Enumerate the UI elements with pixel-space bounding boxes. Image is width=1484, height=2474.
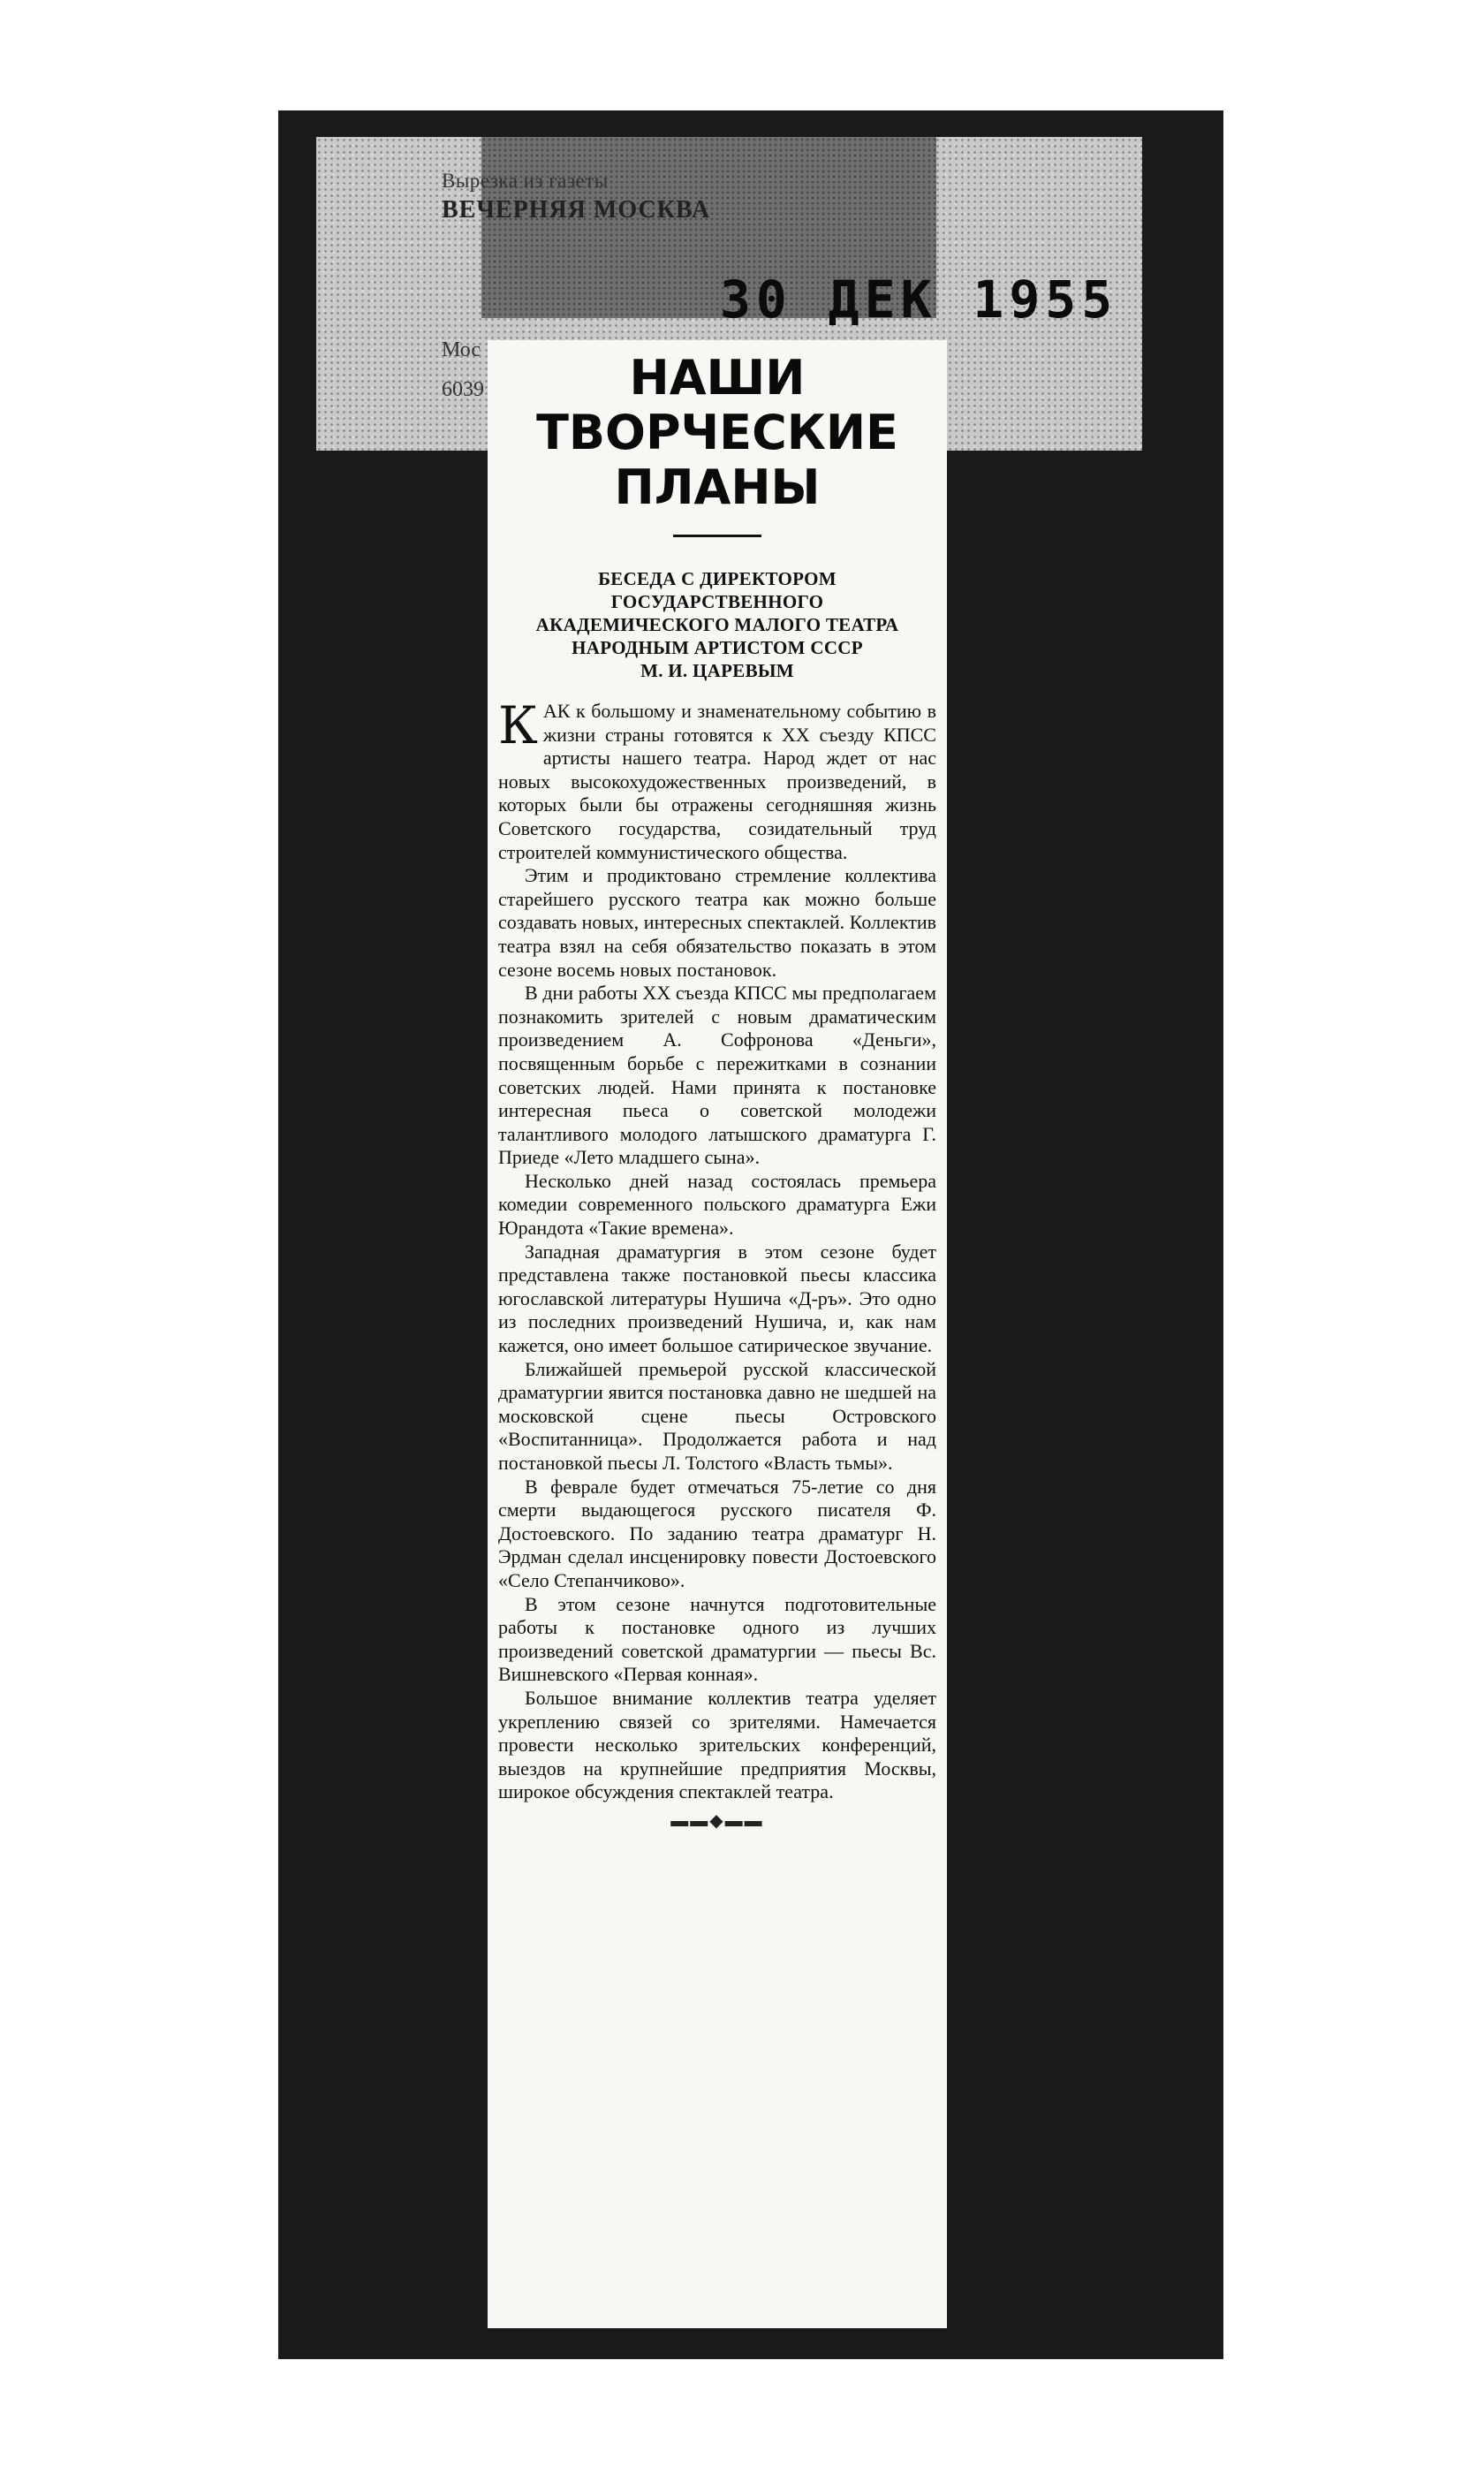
article-paragraph: В дни работы XX съезда КПСС мы предполагаем познакомить зрителей с новым драматическим произведением А. Софронова «Деньги», посвященным борьбе с пережитками в сознании советских людей. Нами принята к постановке интересная пьеса о советской молодежи талантливого молодого латышского драматурга Г. Приеде «Лето младшего сына». xyxy=(498,982,936,1169)
article-subtitle xyxy=(498,567,936,682)
article-paragraph: В феврале будет отмечаться 75-летие со дня смерти выдающегося русского писателя Ф. Достоевского. По заданию театра драматург Н. Эрдман сделал инсценировку повести Достоевского «Село Степанчиково». xyxy=(498,1475,936,1591)
article-paragraph: Несколько дней назад состоялась премьера комедии современного польского драматурга Ежи Юрандота «Такие времена». xyxy=(498,1169,936,1240)
article-body xyxy=(498,695,936,1804)
slip-edge-number: 6039 xyxy=(442,378,484,401)
subtitle-line: БЕСЕДА С ДИРЕКТОРОМ xyxy=(598,568,837,589)
slip-edge-text: Мос xyxy=(442,338,481,361)
newspaper-clipping xyxy=(488,340,947,2328)
article-paragraph: Ближайшей премьерой русской классической драматургии явится постановка давно не шедшей на московской сцене пьесы Островского «Воспитанница». Продолжается работа и над постановкой пьесы Л. Толстого «Власть тьмы». xyxy=(498,1357,936,1474)
article-paragraph: В этом сезоне начнутся подготовительные работы к постановке одного из лучших произведений советской драматургии — пьесы Вс. Вишневского «Первая конная». xyxy=(498,1592,936,1686)
article-paragraph: Этим и продиктовано стремление коллектива старейшего русского театра как можно больше создавать новых, интересных спектаклей. Коллектив театра взял на себя обязательство показать в этом сезоне восемь новых постановок. xyxy=(498,864,936,981)
article-paragraph: КАК к большому и знаменательному событию в жизни страны готовятся к XX съезду КПСС артисты нашего театра. Народ ждет от нас новых высокохудожественных произведений, в которых были бы отражены сегодняшняя жизнь Советского государства, созидательный труд строителей коммунистического общества. xyxy=(498,695,936,863)
article-paragraph: Большое внимание коллектив театра уделяет укреплению связей со зрителями. Намечается провести несколько зрительских конференций, выездов на крупнейшие предприятия Москвы, широкое обсуждения спектаклей театра. xyxy=(498,1686,936,1803)
article-paragraph: Западная драматургия в этом сезоне будет представлена также постановкой пьесы классика югославской литературы Нушича «Д-ръ». Это одно из последних произведений Нушича, и, как нам кажется, оно имеет большое сатирическое звучание. xyxy=(498,1240,936,1357)
end-ornament: ▬▬◆▬▬ xyxy=(670,1810,764,1831)
title-divider xyxy=(673,535,761,537)
article-title: НАШИ ТВОРЧЕСКИЕ ПЛАНЫ xyxy=(536,350,898,515)
subtitle-line: НАРОДНЫМ АРТИСТОМ СССР xyxy=(572,637,863,658)
newspaper-name: ВЕЧЕРНЯЯ МОСКВА xyxy=(442,196,711,224)
date-stamp: 30 ДЕК 1955 xyxy=(720,269,1118,330)
subtitle-line: АКАДЕМИЧЕСКОГО МАЛОГО ТЕАТРА xyxy=(535,614,899,635)
subtitle-line: М. И. ЦАРЕВЫМ xyxy=(640,660,794,681)
slip-label: Вырезка из газеты xyxy=(442,170,609,192)
subtitle-line: ГОСУДАРСТВЕННОГО xyxy=(610,591,824,612)
